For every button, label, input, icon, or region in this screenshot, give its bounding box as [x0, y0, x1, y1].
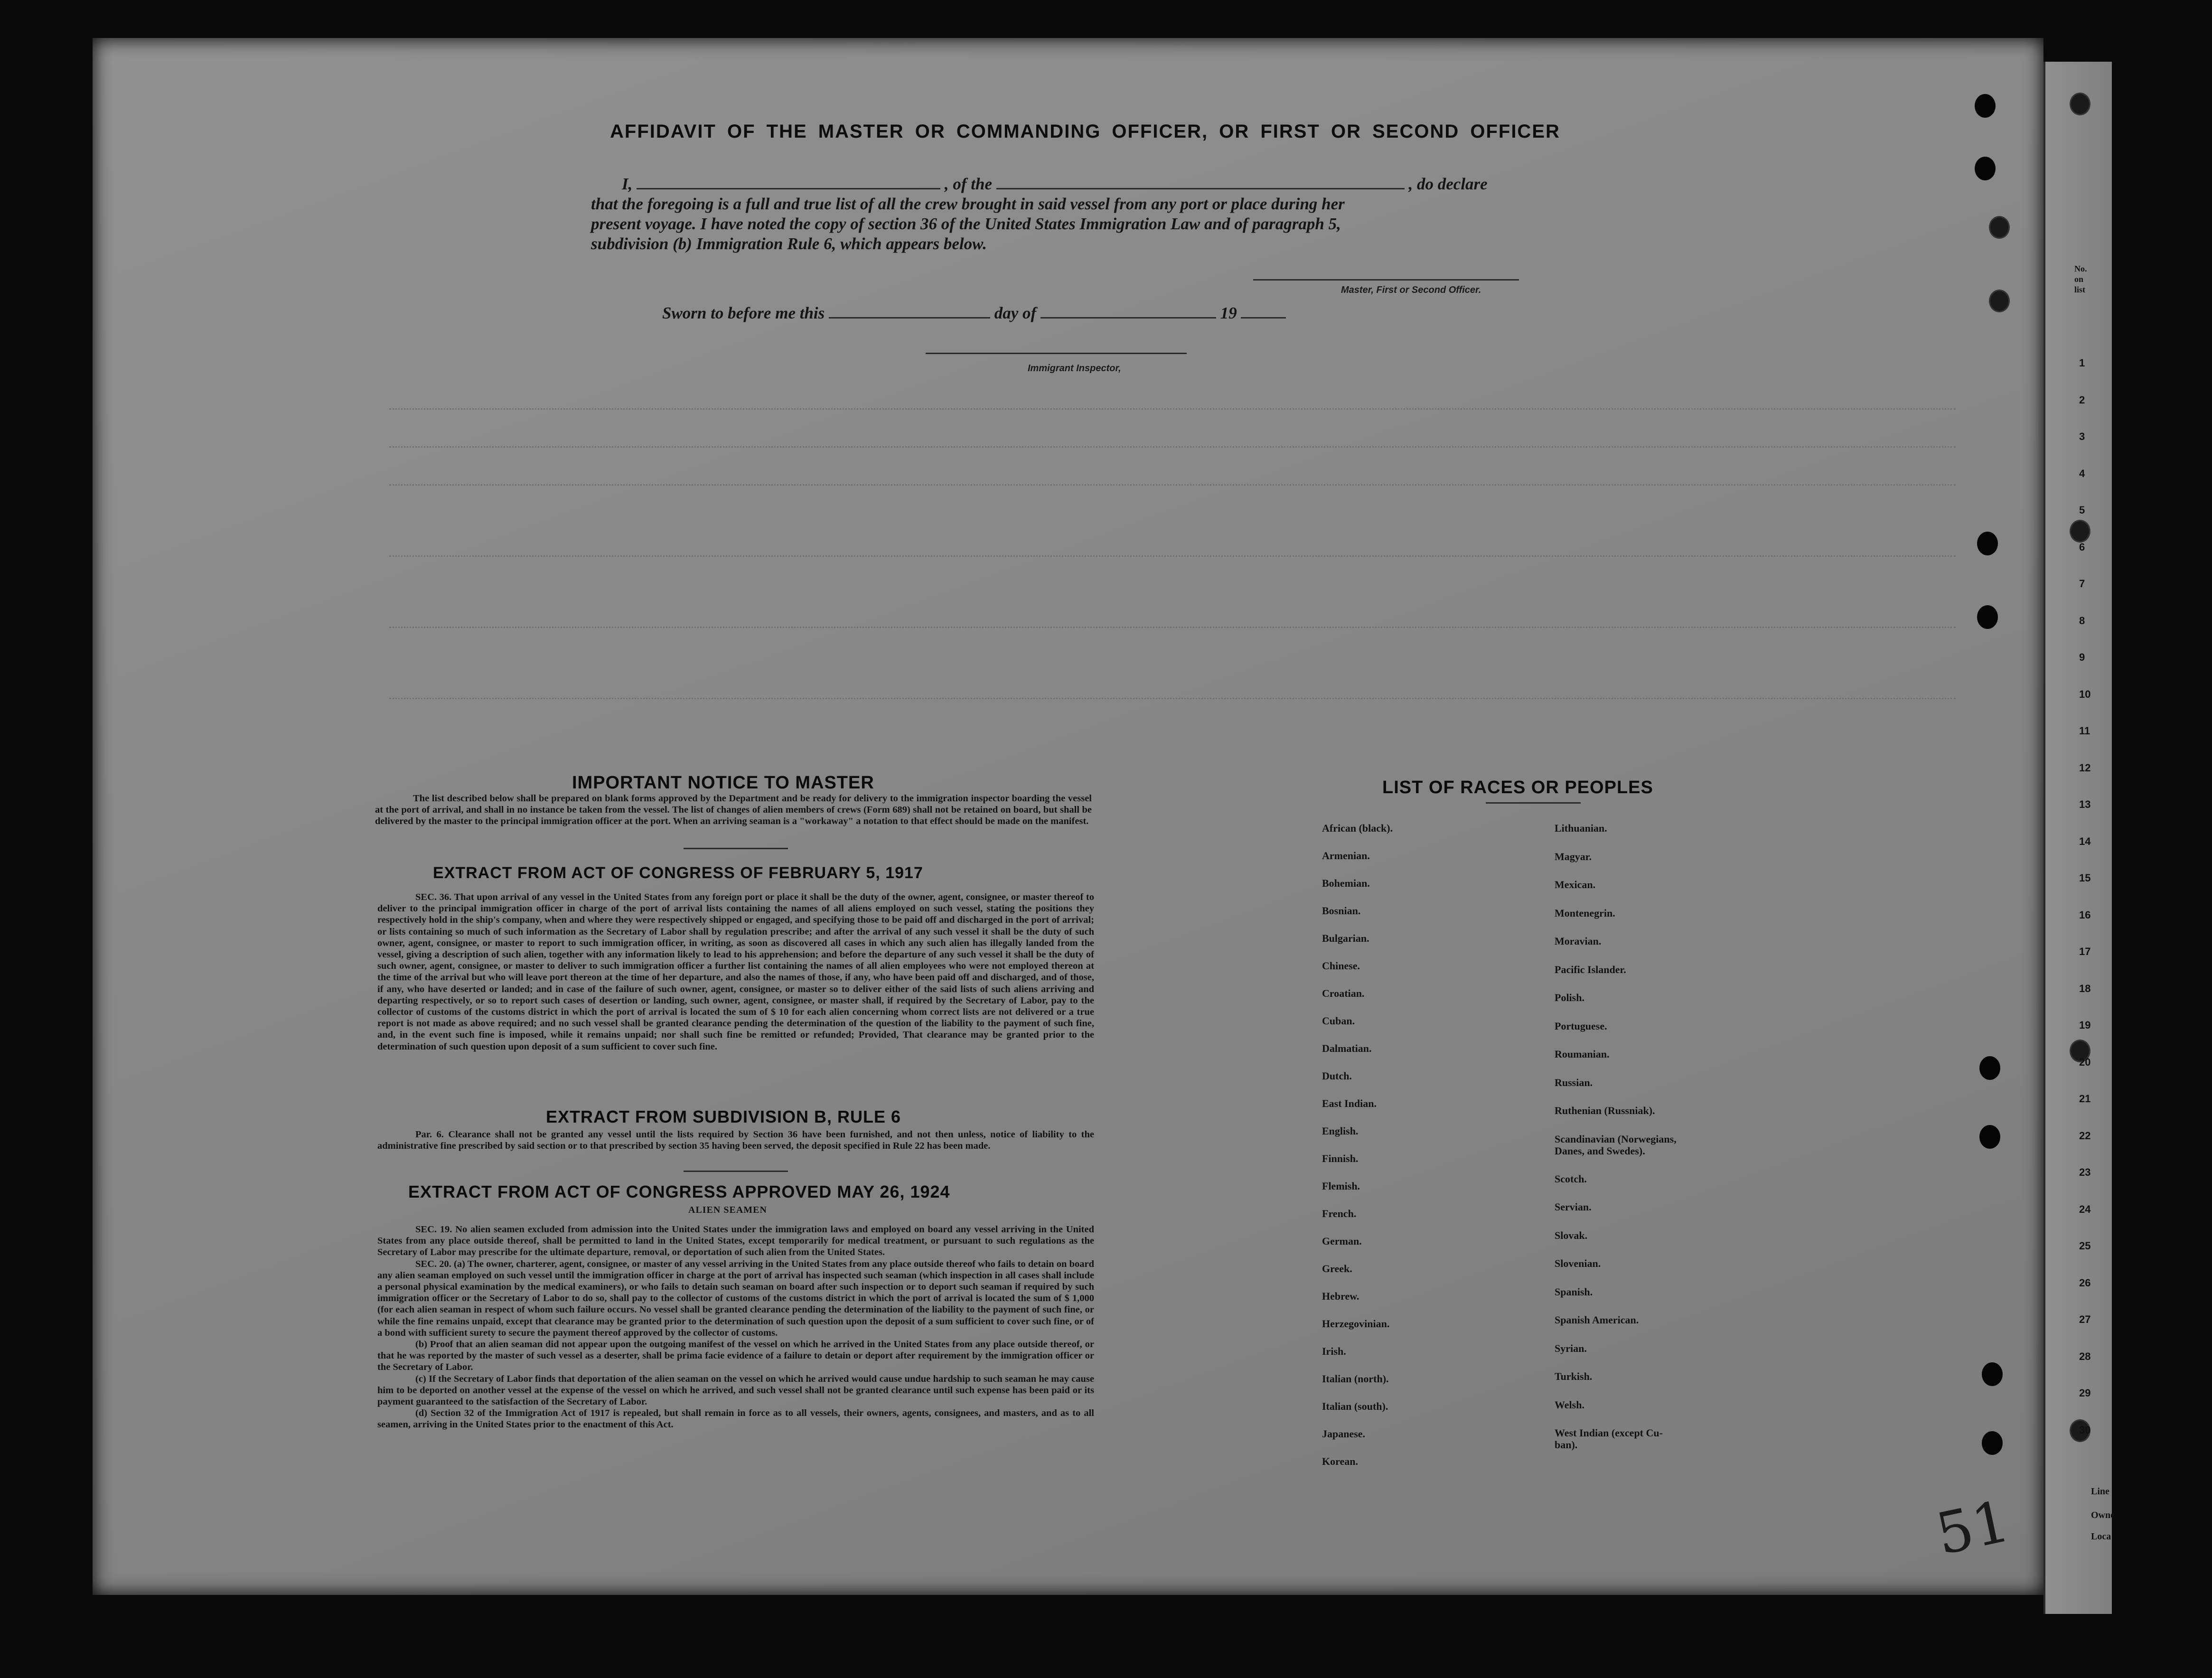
race-item: Irish. [1322, 1345, 1346, 1357]
inspector-signature-line[interactable] [926, 353, 1187, 354]
line-number: 22 [2079, 1129, 2091, 1142]
bleed-through-row [389, 484, 1956, 487]
race-item: Slovak. [1555, 1229, 1588, 1241]
line-number: 12 [2079, 761, 2091, 774]
bleed-through-row [389, 408, 1956, 412]
race-item: East Indian. [1322, 1097, 1377, 1109]
race-item: Italian (north). [1322, 1373, 1389, 1385]
line-number: 23 [2079, 1166, 2091, 1178]
bleed-through-row [389, 555, 1956, 559]
affidavit-i: I, [622, 175, 633, 193]
race-item: Finnish. [1322, 1153, 1359, 1164]
bleed-through-row [389, 446, 1956, 450]
race-item: Scotch. [1555, 1172, 1587, 1185]
race-item: Armenian. [1322, 850, 1370, 862]
line-number: 30 [2079, 1424, 2091, 1436]
race-item: Welsh. [1555, 1398, 1584, 1411]
races-divider [1486, 802, 1581, 804]
race-item: Flemish. [1322, 1180, 1360, 1192]
bleed-through-row [389, 627, 1956, 630]
line-number: 14 [2079, 835, 2091, 847]
race-item: Montenegrin. [1555, 907, 1615, 919]
sec-20a-paragraph: SEC. 20. (a) The owner, charterer, agent, consignee, or master of any vessel arriving in the United States from any place outside thereof who fails to detain on board any alien seaman employed on such vessel until the immigration officer in charge at the port of arrival has inspected such seaman (which inspection in all cases shall include a personal physical examination by the medical examiners), or who fails to detain such seaman on board after such inspection or to deport such seaman if required by such immigration officer or the Secretary of Labor to do so, shall pay to the collector of customs of the customs district in which the port of arrival is located the sum of $ 1,000 (for each alien seaman in respect of whom such failure occurs. No vessel shall be granted clearance pending the determination of the liability to the payment of such fine, or while the fine remains unpaid, except that clearance may be granted prior to the determination of such question upon the deposit of a sum sufficient to cover such fine, or of a bond with sufficient surety to secure the payment thereof approved by the collector of customs. [377, 1258, 1094, 1338]
punch-hole [2070, 520, 2090, 543]
race-item: Scandinavian (Norwegians, Danes, and Swedes). [1555, 1133, 1677, 1157]
rule6-paragraph: Par. 6. Clearance shall not be granted any vessel until the lists required by Section 36 have been furnished, and not then unless, notice of liability to the administrative fine prescribed by said section or to that prescribed by section 35 having been served, the deposit specified in Rule 22 has been made. [377, 1129, 1094, 1152]
race-item: Bosnian. [1322, 905, 1361, 917]
affidavit-title: AFFIDAVIT OF THE MASTER OR COMMANDING OFFICER, OR FIRST OR SECOND OFFICER [610, 121, 1560, 142]
punch-hole [1977, 605, 1998, 629]
race-item: African (black). [1322, 822, 1393, 834]
punch-hole [1989, 290, 2010, 312]
race-item: Syrian. [1555, 1342, 1587, 1354]
line-number: 7 [2079, 578, 2085, 590]
race-item: Polish. [1555, 992, 1584, 1003]
line-number: 21 [2079, 1093, 2091, 1105]
line-number: 18 [2079, 982, 2091, 994]
race-item: Portuguese. [1555, 1020, 1607, 1032]
race-item: Hebrew. [1322, 1290, 1359, 1302]
punch-hole [1977, 532, 1998, 555]
race-item: Russian. [1555, 1076, 1593, 1088]
sec-19-paragraph: SEC. 19. No alien seamen excluded from admission into the United States under the immigration laws and employed on board any vessel arriving in the United States from any place outside thereof, shall be permitted to land in the United States, except temporarily for medical treatment, or pursuant to such regulations as the Secretary of Labor may prescribe for the ultimate departure, removal, or deportation of such alien from the United States. [377, 1224, 1094, 1258]
race-item: Spanish. [1555, 1285, 1593, 1298]
race-item: Ruthenian (Russniak). [1555, 1105, 1655, 1116]
race-item: Bohemian. [1322, 877, 1370, 889]
rule6-divider [684, 1171, 788, 1172]
race-item: Japanese. [1322, 1428, 1366, 1440]
line-number: 17 [2079, 946, 2091, 957]
notice-title: IMPORTANT NOTICE TO MASTER [572, 773, 874, 793]
race-item: Spanish American. [1555, 1314, 1639, 1326]
affidavit-line-3: present voyage. I have noted the copy of section 36 of the United States Immigration Law and of paragraph 5, [591, 215, 1341, 233]
line-number: 16 [2079, 909, 2091, 921]
sworn-text: Sworn to before me this [662, 304, 825, 322]
notice-divider [684, 848, 788, 849]
line-number: 13 [2079, 798, 2091, 810]
races-title: LIST OF RACES OR PEOPLES [1382, 778, 1653, 797]
year-prefix: 19 [1220, 304, 1237, 322]
line-number: 2 [2079, 394, 2085, 406]
line-number: 27 [2079, 1313, 2091, 1325]
line-number: 5 [2079, 504, 2085, 516]
affidavit-of-the: , of the [944, 175, 993, 193]
affidavit-line-2: that the foregoing is a full and true list of all the crew brought in said vessel from any port or place during her [591, 195, 1345, 213]
sworn-month-blank[interactable] [1040, 305, 1216, 319]
master-signature-line[interactable] [1253, 279, 1519, 281]
affidavit-line-4: subdivision (b) Immigration Rule 6, which appears below. [591, 234, 987, 253]
strip-footer-owner: Owne [2091, 1510, 2115, 1520]
line-number: 25 [2079, 1240, 2091, 1252]
bleed-through-row [389, 698, 1956, 701]
sec-20b-paragraph: (b) Proof that an alien seaman did not appear upon the outgoing manifest of the vessel on which he arrived in the United States from any place outside thereof, or that he was reported by the master of such vessel as a deserter, shall be prima facie evidence of a failure to detain or deport after requirement by the immigration officer or the Secretary of Labor. [377, 1339, 1094, 1373]
race-item: Bulgarian. [1322, 932, 1369, 944]
line-number: 28 [2079, 1350, 2091, 1362]
sworn-line [662, 304, 1286, 323]
race-item: Herzegovinian. [1322, 1318, 1390, 1330]
race-item: French. [1322, 1208, 1357, 1219]
race-item: Pacific Islander. [1555, 963, 1626, 975]
line-number: 1 [2079, 357, 2085, 369]
race-item: Korean. [1322, 1455, 1358, 1467]
race-item: Magyar. [1555, 850, 1592, 862]
line-number: 24 [2079, 1203, 2091, 1215]
punch-hole [1982, 1431, 2003, 1455]
master-caption: Master, First or Second Officer. [1341, 285, 1481, 295]
line-number: 15 [2079, 872, 2091, 884]
line-number: 26 [2079, 1276, 2091, 1289]
line-number: 29 [2079, 1387, 2091, 1399]
race-item: Slovenian. [1555, 1257, 1601, 1269]
punch-hole [1989, 216, 2010, 239]
affidavit-line-1 [622, 175, 1488, 194]
race-item: Mexican. [1555, 879, 1596, 891]
sworn-year-blank[interactable] [1241, 305, 1286, 319]
extract-1917-title: EXTRACT FROM ACT OF CONGRESS OF FEBRUARY 5, 1917 [433, 864, 923, 882]
race-item: Greek. [1322, 1263, 1352, 1275]
line-number: 11 [2079, 725, 2090, 737]
punch-hole [2070, 93, 2090, 115]
sec-20d-paragraph: (d) Section 32 of the Immigration Act of 1917 is repealed, but shall remain in force as to all vessels, their owners, agents, consignees, and masters, and as to all seamen, arriving in the United States prior to the enactment of this Act. [377, 1408, 1094, 1430]
sworn-day-blank[interactable] [829, 305, 990, 319]
line-number: 9 [2079, 651, 2085, 663]
line-number: 6 [2079, 541, 2085, 553]
race-item: Dutch. [1322, 1070, 1352, 1082]
race-item: Moravian. [1555, 935, 1602, 947]
extract-1924-title: EXTRACT FROM ACT OF CONGRESS APPROVED MAY 26, 1924 [408, 1182, 950, 1201]
line-number: 10 [2079, 688, 2091, 700]
punch-hole [1975, 157, 1996, 180]
race-item: Dalmatian. [1322, 1042, 1372, 1054]
race-item: German. [1322, 1235, 1362, 1247]
name-blank[interactable] [637, 176, 940, 189]
handwritten-page-number: 51 [1931, 1488, 2015, 1568]
strip-footer-location: Loca [2091, 1531, 2111, 1542]
strip-header: No. on list [2074, 264, 2087, 294]
extract-rule6-title: EXTRACT FROM SUBDIVISION B, RULE 6 [546, 1107, 901, 1126]
extract-1924-text [377, 1224, 1094, 1466]
punch-hole [1979, 1056, 2000, 1080]
race-item: Servian. [1555, 1201, 1592, 1213]
affidavit-declare: , do declare [1408, 175, 1488, 193]
sec-20c-paragraph: (c) If the Secretary of Labor finds that deportation of the alien seaman on the vessel on which he arrived would cause undue hardship to such seaman he may cause him to be deported on another vessel at the expense of the vessel on which he arrived, and such vessel shall not be granted clearance until such expense has been paid or its payment guaranteed to the satisfaction of the Secretary of Labor. [377, 1373, 1094, 1407]
race-item: Cuban. [1322, 1015, 1355, 1027]
race-item: West Indian (except Cu- ban). [1555, 1427, 1663, 1451]
punch-hole [1975, 94, 1996, 118]
alien-seamen-subtitle: ALIEN SEAMEN [688, 1205, 767, 1215]
day-of-text: day of [994, 304, 1037, 322]
strip-footer-line: Line [2091, 1486, 2109, 1497]
race-item: Italian (south). [1322, 1400, 1388, 1412]
notice-text [375, 793, 1092, 854]
inspector-caption: Immigrant Inspector, [1028, 363, 1121, 374]
line-number: 4 [2079, 467, 2085, 479]
line-number: 8 [2079, 614, 2085, 627]
section-36-paragraph: SEC. 36. That upon arrival of any vessel in the United States from any foreign port or place it shall be the duty of the owner, agent, consignee, or master thereof to deliver to the principal immigration officer in charge of the port of arrival lists containing the names of all aliens employed on such vessel, stating the positions they respectively hold in the ship's company, when and where they were respectively shipped or engaged, and specifying those to be paid off and discharged in the port of arrival; or lists containing so much of such information as the Secretary of Labor shall by regulation prescribe; and after the arrival of any such vessel it shall be the duty of such owner, agent, consignee, or master to report to such immigration officer, in writing, as soon as discovered all cases in which any such alien has illegally landed from the vessel, giving a description of such alien, together with any information likely to lead to his apprehension; and before the departure of any such vessel it shall be the duty of such owner, agent, consignee, or master to deliver to such immigration officer a further list containing the names of all alien employees who were not employed thereon at the time of the arrival but who will leave port thereon at the time of her departure, and also the names of those, if any, who have been paid off and discharged, and of those, if any, who have deserted or landed; and in case of the failure of such owner, agent, consignee, or master so to deliver either of the said lists of such aliens arriving and departing respectively, or so to report such cases of desertion or landing, such owner, agent, consignee, or master shall, if required by the Secretary of Labor, pay to the collector of customs of the customs district in which the port of arrival is located the sum of $ 10 for each alien concerning whom correct lists are not delivered or a true report is not made as above required; and no such vessel shall be granted clearance pending the determination of the question of the liability to the payment of such fine, and, in the event such fine is imposed, while it remains unpaid; nor shall such fine be remitted or refunded; Provided, That clearance may be granted prior to the determination of such question upon deposit of a sum sufficient to cover such fine. [377, 892, 1094, 1052]
notice-paragraph: The list described below shall be prepared on blank forms approved by the Department and be ready for delivery to the immigration inspector boarding the vessel at the port of arrival, and shall in no instance be taken from the vessel. The list of changes of alien members of crews (Form 689) shall not be retained on board, but shall be delivered by the master to the principal immigration officer at the port. When an arriving seaman is a "workaway" a notation to that effect should be made on the manifest. [375, 793, 1092, 827]
punch-hole [1979, 1125, 2000, 1149]
punch-hole [1982, 1362, 2003, 1386]
race-item: Turkish. [1555, 1370, 1593, 1382]
race-item: English. [1322, 1125, 1359, 1137]
race-item: Chinese. [1322, 960, 1360, 972]
vessel-name-blank[interactable] [996, 176, 1405, 189]
line-number: 3 [2079, 431, 2085, 442]
race-item: Croatian. [1322, 987, 1365, 999]
extract-rule6-text [377, 1129, 1094, 1167]
extract-1917-text [377, 891, 1094, 1100]
line-number: 19 [2079, 1019, 2091, 1031]
race-item: Roumanian. [1555, 1048, 1610, 1060]
line-number: 20 [2079, 1056, 2091, 1068]
race-item: Lithuanian. [1555, 822, 1607, 834]
